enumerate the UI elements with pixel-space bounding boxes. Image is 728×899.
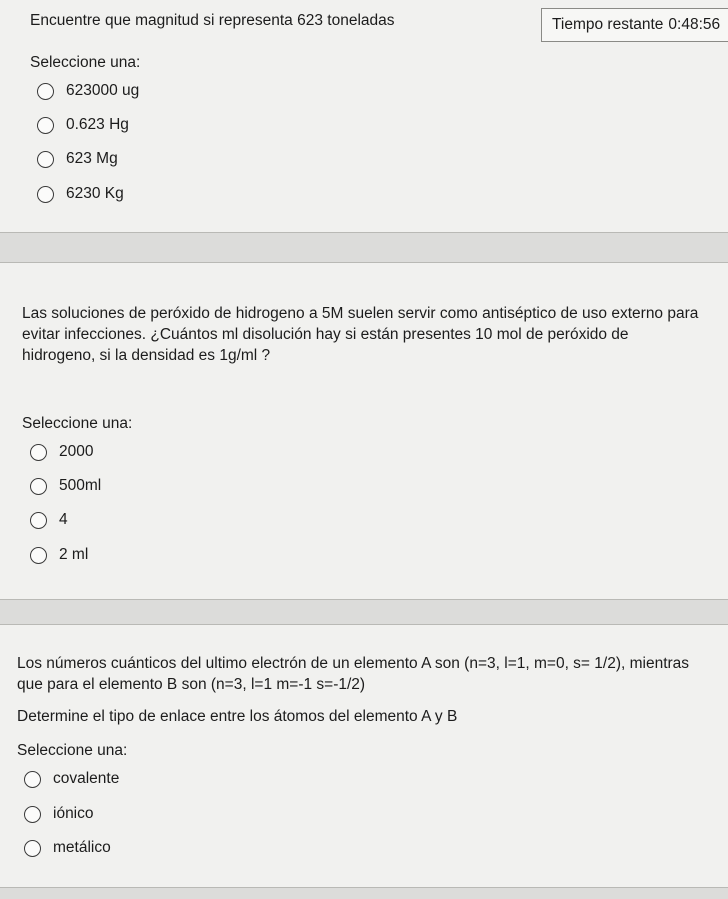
- question-3-option-2[interactable]: [24, 805, 94, 823]
- radio-button[interactable]: [30, 444, 47, 461]
- option-label: metálico: [53, 839, 111, 856]
- question-2-option-4[interactable]: [30, 546, 88, 564]
- radio-button[interactable]: [24, 806, 41, 823]
- option-label: 623000 ug: [66, 82, 140, 99]
- question-1-select-label: Seleccione una:: [30, 54, 141, 71]
- question-3-option-3[interactable]: [24, 839, 111, 857]
- time-remaining-value: 0:48:56: [668, 16, 721, 33]
- question-2-text: Las soluciones de peróxido de hidrogeno a 5M suelen servir como antiséptico de uso externo para evitar infecciones. ¿Cuántos ml disolución hay si están presentes 10 mol de peróxido de hidrogeno, si la densidad es 1g/ml ?: [22, 305, 699, 364]
- radio-button[interactable]: [37, 151, 54, 168]
- option-label: covalente: [53, 770, 120, 787]
- question-card-3: [0, 624, 728, 888]
- question-3-select-label: Seleccione una:: [17, 742, 128, 759]
- question-3-instruction: Determine el tipo de enlace entre los átomos del elemento A y B: [17, 708, 458, 725]
- time-remaining-box: [541, 8, 728, 42]
- option-label: 2 ml: [59, 546, 89, 563]
- radio-button[interactable]: [37, 186, 54, 203]
- question-3-option-1[interactable]: [24, 770, 119, 788]
- question-1-option-2[interactable]: [37, 116, 129, 134]
- option-label: 6230 Kg: [66, 185, 124, 202]
- question-1-text: Encuentre que magnitud si representa 623 toneladas: [30, 12, 395, 29]
- radio-button[interactable]: [30, 547, 47, 564]
- option-label: 2000: [59, 443, 94, 460]
- question-2-option-1[interactable]: [30, 443, 93, 461]
- question-2-select-label: Seleccione una:: [22, 415, 133, 432]
- time-remaining-label: Tiempo restante: [552, 16, 664, 33]
- radio-button[interactable]: [30, 512, 47, 529]
- question-1-option-4[interactable]: [37, 185, 124, 203]
- question-2-option-2[interactable]: [30, 477, 101, 495]
- radio-button[interactable]: [24, 771, 41, 788]
- option-label: 0.623 Hg: [66, 116, 129, 133]
- radio-button[interactable]: [37, 117, 54, 134]
- question-1-option-3[interactable]: [37, 150, 118, 168]
- question-card-2: [0, 262, 728, 600]
- option-label: iónico: [53, 805, 94, 822]
- question-3-text: Los números cuánticos del ultimo electrón de un elemento A son (n=3, l=1, m=0, s= 1/2), mientras que para el elemento B son (n=3, l=1 m=-1 s=-1/2): [17, 655, 690, 693]
- option-label: 4: [59, 511, 68, 528]
- question-1-option-1[interactable]: [37, 82, 139, 100]
- option-label: 623 Mg: [66, 150, 118, 167]
- radio-button[interactable]: [30, 478, 47, 495]
- radio-button[interactable]: [24, 840, 41, 857]
- question-2-option-3[interactable]: [30, 511, 68, 529]
- radio-button[interactable]: [37, 83, 54, 100]
- option-label: 500ml: [59, 477, 102, 494]
